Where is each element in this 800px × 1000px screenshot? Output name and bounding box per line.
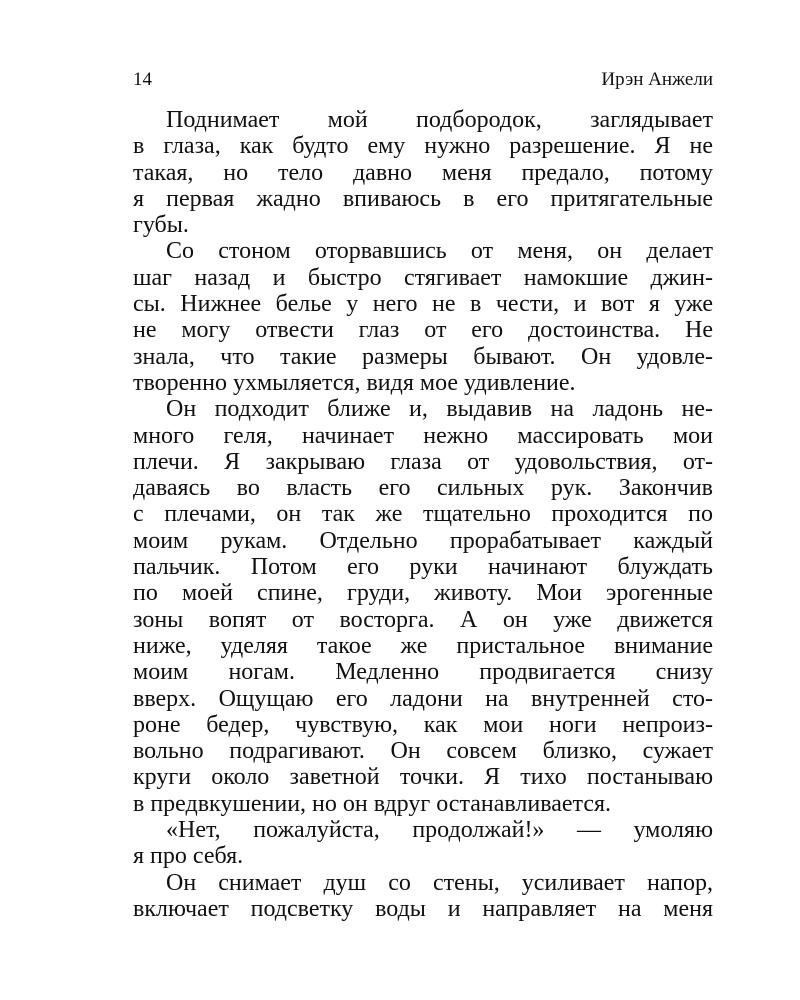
text-line: по моей спине, груди, животу. Мои эрогенные [133,580,713,607]
text-line: знала, что такие размеры бывают. Он удовле- [133,343,713,370]
text-line: Со стоном оторвавшись от меня, он делает [166,238,713,265]
text-line: ниже, уделяя такое же пристальное внимание [133,632,713,659]
paragraph [133,396,713,817]
text-line: включает подсветку воды и направляет на меня [133,895,713,922]
text-line: зоны вопят от восторга. А он уже движется [133,606,713,633]
text-line: я про себя. [133,843,244,870]
text-line: роне бедер, чувствую, как мои ноги непроиз- [133,711,713,738]
text-line: моим рукам. Отдельно прорабатывает каждый [133,527,713,554]
paragraph [133,107,713,238]
text-line: пальчик. Потом его руки начинают блуждать [133,554,713,581]
text-line: много геля, начинает нежно массировать мои [133,422,713,449]
text-line: с плечами, он так же тщательно проходится по [133,501,713,528]
text-line: губы. [133,212,189,239]
text-line: такая, но тело давно меня предало, потому [133,159,713,186]
text-line: в глаза, как будто ему нужно разрешение. Я не [133,133,713,160]
text-line: вольно подрагивают. Он совсем близко, сужает [133,738,713,765]
text-line: Он снимает душ со стены, усиливает напор, [166,869,713,896]
paragraph [133,238,713,396]
text-line: круги около заветной точки. Я тихо постанываю [133,764,713,791]
body-text [133,107,713,922]
text-line: Он подходит ближе и, выдавив на ладонь не- [166,396,713,423]
page-number: 14 [133,69,152,90]
text-line: я первая жадно впиваюсь в его притягательные [133,185,713,212]
paragraph [133,817,713,870]
text-line: в предвкушении, но он вдруг останавливается. [133,790,612,817]
running-head-author: Ирэн Анжели [601,69,713,90]
paragraph [133,870,713,923]
text-line: вверх. Ощущаю его ладони на внутренней сто- [133,685,713,712]
text-line: даваясь во власть его сильных рук. Закончив [133,475,713,502]
text-line: «Нет, пожалуйста, продолжай!» — умоляю [166,817,713,844]
text-line: сы. Нижнее белье у него не в чести, и вот я уже [133,291,713,318]
text-line: Поднимает мой подбородок, заглядывает [166,107,713,133]
text-line: моим ногам. Медленно продвигается снизу [133,659,713,686]
text-line: шаг назад и быстро стягивает намокшие джин- [133,264,713,291]
text-line: не могу отвести глаз от его достоинства. Не [133,317,713,344]
text-line: плечи. Я закрываю глаза от удовольствия, от- [133,448,713,475]
running-head [133,66,713,94]
text-line: творенно ухмыляется, видя мое удивление. [133,369,576,396]
